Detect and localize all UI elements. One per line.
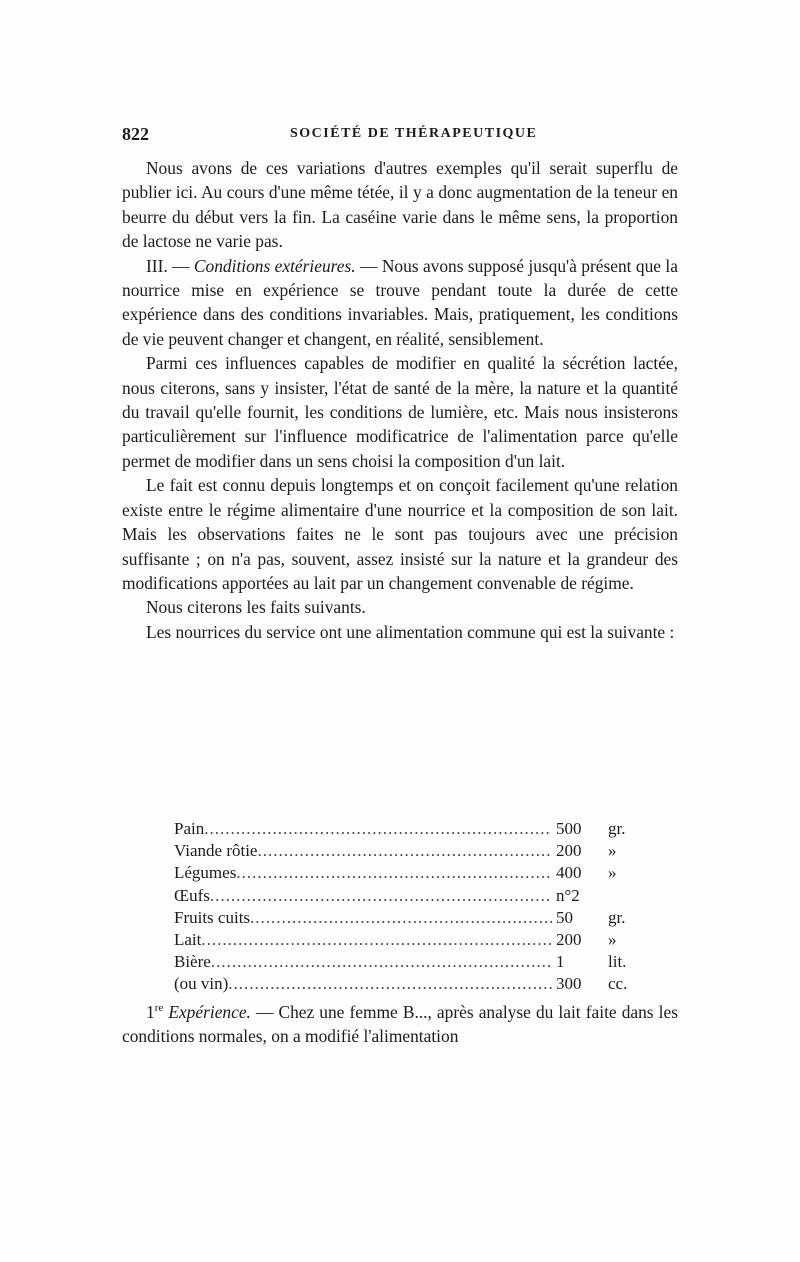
diet-unit: gr. [608,907,626,927]
diet-row [174,840,648,862]
diet-unit: lit. [608,952,627,972]
diet-quantity: n°2 [556,885,580,905]
dot-leader [257,840,552,862]
diet-food: Œufs [174,885,210,905]
running-head: SOCIÉTÉ DE THÉRAPEUTIQUE [290,126,538,141]
diet-quantity: 300 [556,974,582,994]
diet-food: Pain [174,819,205,838]
paragraph-experiment [122,996,678,1049]
diet-food: Viande rôtie [174,841,258,861]
page-number: 822 [122,124,149,144]
experiment-number: 1 [146,1001,155,1022]
paragraph-text: — Nous avons supposé jusqu'à présent que la nourrice mise en expérience se trouve pendant toute la durée de cette expérience dans des conditions invariables. Mais, pratiquement, les conditions de vie peuvent changer et changent, en réalité, sensiblement. [122,255,678,349]
paragraph-text: — Chez une femme B..., après analyse du lait faite dans les conditions normales, on a modifié l'alimentation [122,1001,678,1047]
diet-food: Fruits cuits [174,907,251,927]
dot-leader [236,862,552,884]
dot-leader [250,907,552,929]
diet-food: Bière [174,952,211,972]
diet-food: Légumes [174,863,237,883]
page-header [122,124,678,146]
paragraph: Parmi ces influences capables de modifier en qualité la sécrétion lactée, nous citerons, sans y insister, l'état de santé de la mère, la nature et la quantité du travail qu'elle fournit, les conditions de lumière, etc. Mais nous insisterons particulièrement sur l'influence modificatrice de l'alimentation parce qu'elle permet de modifier dans un sens choisi la composition d'un lait. [122,353,678,471]
experiment-text [122,996,678,1049]
ordinal-suffix: re [154,1002,164,1014]
body-text [122,156,678,644]
diet-row [174,951,648,973]
paragraph: Les nourrices du service ont une alimentation commune qui est la suivante : [146,621,675,642]
diet-row [174,929,648,951]
diet-food: Lait [174,930,202,950]
diet-quantity: 1 [556,952,565,972]
paragraph: Nous avons de ces variations d'autres exemples qu'il serait superflu de publier ici. Au cours d'une même tétée, il y a donc augmentation de la teneur en beurre du début vers la fin. La caséine varie dans le même sens, la proportion de lactose ne varie pas. [122,158,678,252]
dot-leader [210,885,552,907]
diet-unit: gr. [608,819,626,838]
paragraph: Le fait est connu depuis longtemps et on conçoit facilement qu'une relation existe entre le régime alimentaire d'une nourrice et la composition de son lait. Mais les observations faites ne le sont pas toujours avec une précision suffisante ; on n'a pas, souvent, assez insisté sur la nature et la grandeur des modifications apportées au lait par un changement convenable de régime. [122,475,678,593]
diet-unit: » [608,841,617,861]
section-title: Conditions extérieures. [193,255,356,276]
experiment-title: Expérience. [168,1001,251,1022]
diet-quantity: 500 [556,819,582,838]
diet-quantity: 200 [556,930,582,950]
dot-leader [204,818,552,840]
diet-row [174,862,648,884]
diet-quantity: 400 [556,863,582,883]
dot-leader [201,929,552,951]
diet-unit: » [608,863,617,883]
dot-leader [228,973,552,995]
paragraph: Nous citerons les faits suivants. [146,597,366,618]
diet-food: (ou vin) [174,974,229,994]
dot-leader [211,951,552,973]
diet-quantity: 200 [556,841,582,861]
diet-list [174,818,648,996]
diet-unit: cc. [608,974,628,994]
diet-row [174,907,648,929]
diet-row [174,973,648,995]
diet-quantity: 50 [556,907,573,927]
section-number: III. — [146,255,194,276]
paragraph-conditions [122,254,678,352]
diet-unit: » [608,930,617,950]
diet-row [174,885,648,907]
diet-row [174,818,648,840]
